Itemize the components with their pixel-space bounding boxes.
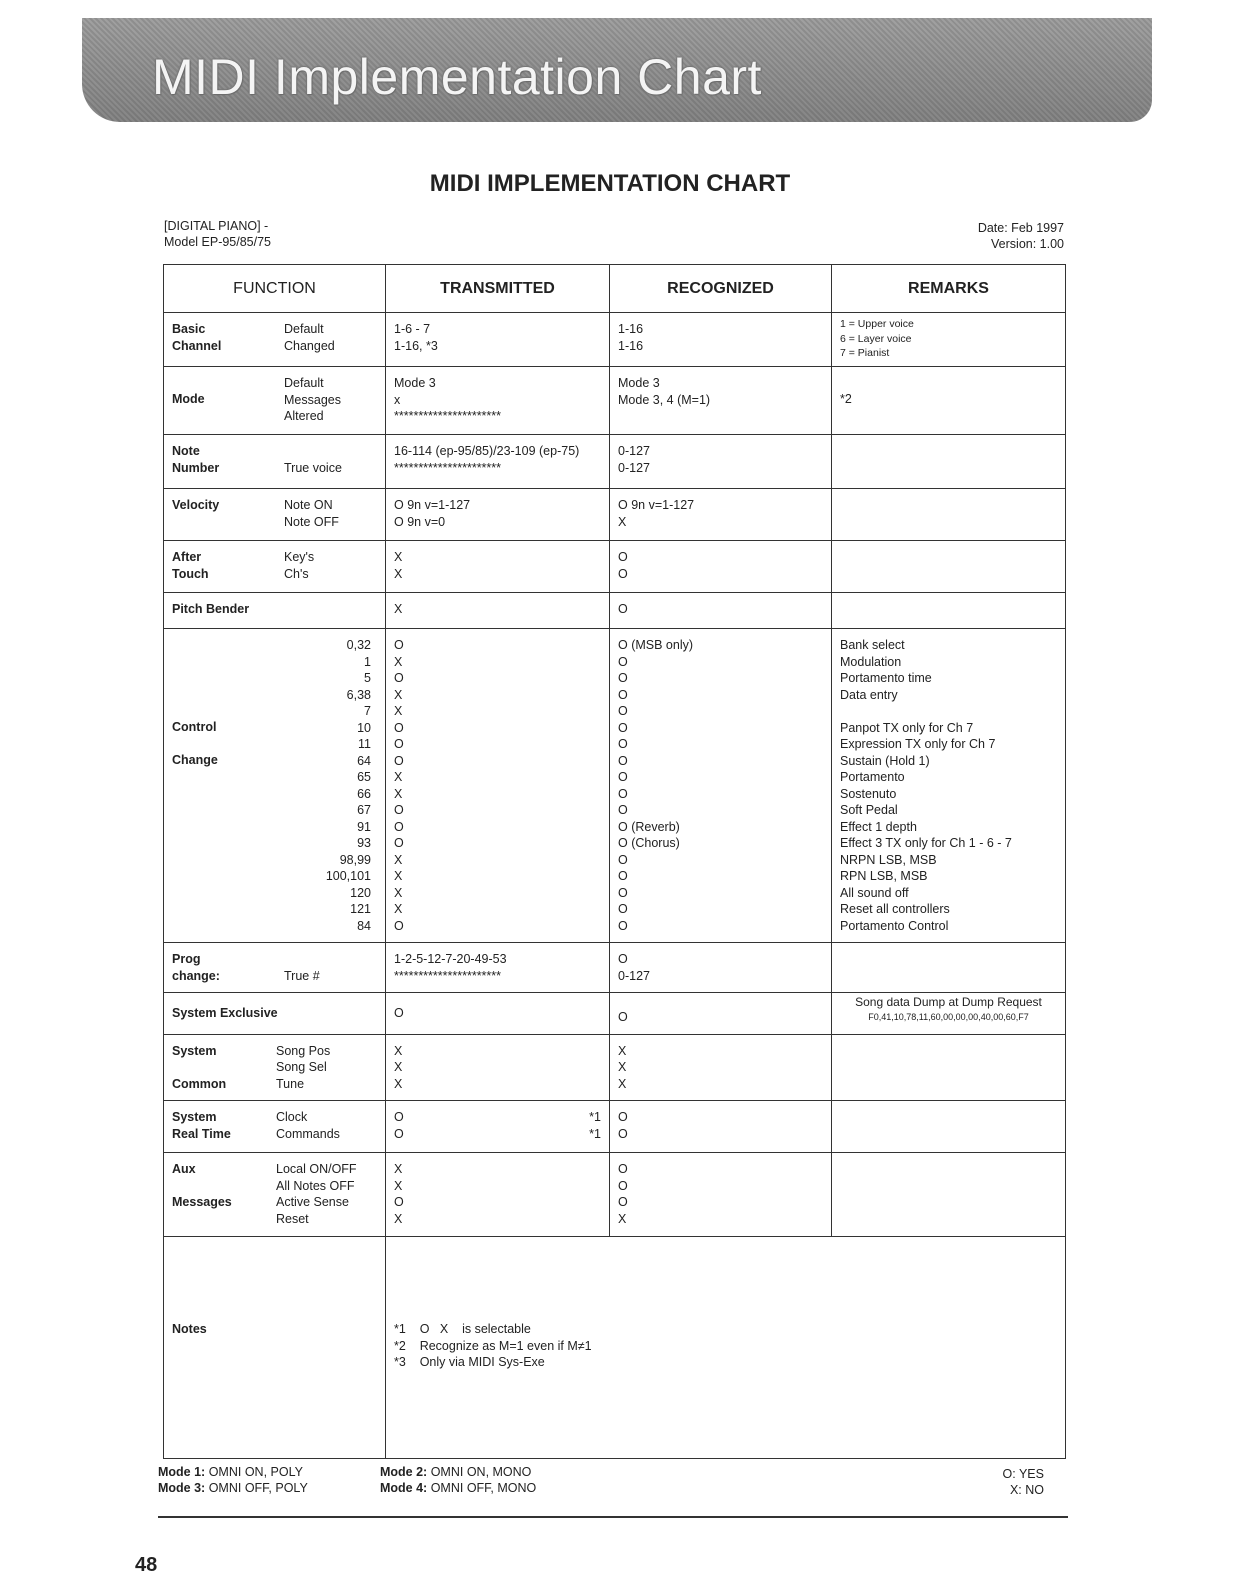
label-prog: Prog	[172, 952, 201, 966]
mode-rx-messages: Mode 3, 4 (M=1)	[618, 392, 711, 407]
header-recognized: RECOGNIZED	[610, 265, 832, 313]
control-remark	[840, 703, 1057, 720]
control-tx: X	[394, 786, 403, 801]
syscommon-rx-songpos: X	[618, 1043, 627, 1058]
mode2-label: Mode 2:	[380, 1465, 428, 1479]
aux-rx-reset: X	[618, 1211, 627, 1226]
control-number: 10	[357, 720, 371, 735]
row-aux-messages	[164, 1153, 1066, 1237]
aux-tx-all-notes: X	[394, 1178, 403, 1193]
control-number: 66	[357, 786, 371, 801]
label-channel: Channel	[172, 338, 222, 353]
row-program-change	[164, 943, 1066, 993]
control-tx-list	[386, 629, 609, 942]
mode4-text: OMNI OFF, MONO	[427, 1481, 537, 1495]
row-mode	[164, 367, 1066, 435]
control-rx: O	[618, 770, 628, 784]
realtime-tx-commands-note: *1	[589, 1126, 601, 1141]
sub-true-number: True #	[284, 968, 320, 983]
control-rx-list	[610, 629, 831, 942]
mode-rx-default: Mode 3	[618, 376, 660, 390]
control-remark: Bank select	[840, 638, 905, 652]
control-remark: Reset all controllers	[840, 902, 950, 916]
control-number: 120	[350, 885, 371, 900]
control-number: 5	[364, 671, 371, 685]
label-after: After	[172, 550, 202, 564]
control-remark: Sostenuto	[840, 786, 897, 801]
control-remark: Data entry	[840, 687, 898, 702]
aux-rx-active-sense: O	[618, 1195, 628, 1209]
sysex-dump-bytes: F0,41,10,78,11,60,00,00,00,40,00,60,F7	[868, 1012, 1029, 1022]
title-banner	[82, 18, 1152, 122]
model-name: Model EP-95/85/75	[164, 235, 272, 249]
control-rx: O	[618, 720, 628, 735]
document-title: MIDI IMPLEMENTATION CHART	[429, 170, 791, 197]
sub-note-on: Note ON	[284, 498, 333, 512]
footer-rule	[158, 1516, 1068, 1518]
control-tx: X	[394, 869, 403, 883]
control-rx: O	[618, 852, 628, 867]
control-rx: O	[618, 704, 628, 718]
aftertouch-rx-keys: O	[618, 550, 628, 564]
aftertouch-tx-chs: X	[394, 566, 403, 581]
label-change: change:	[172, 968, 220, 983]
prog-tx-true: **********************	[394, 968, 502, 983]
control-tx: O	[394, 753, 404, 768]
label-common: Common	[172, 1076, 227, 1091]
syscommon-tx-songsel: X	[394, 1060, 403, 1074]
label-touch: Touch	[172, 566, 209, 581]
control-remark: Portamento time	[840, 671, 932, 685]
control-remark: Panpot TX only for Ch 7	[840, 720, 974, 735]
sub-all-notes-off: All Notes OFF	[276, 1178, 355, 1193]
sysex-rx: O	[618, 1010, 628, 1024]
realtime-tx-commands: O	[394, 1126, 404, 1141]
aux-tx-local: X	[394, 1162, 403, 1176]
velocity-rx-on: O 9n v=1-127	[618, 498, 695, 512]
mode-legend-left	[158, 1464, 308, 1496]
sysex-remark: Song data Dump at Dump Request	[855, 995, 1042, 1009]
label-aux: Aux	[172, 1162, 196, 1176]
mode2-text: OMNI ON, MONO	[427, 1465, 532, 1479]
sub-keys: Key's	[284, 550, 315, 564]
basic-rx-default: 1-16	[618, 322, 644, 336]
aux-tx-active-sense: O	[394, 1195, 404, 1209]
label-system-exclusive: System Exclusive	[172, 1006, 278, 1020]
aux-rx-all-notes: O	[618, 1178, 628, 1193]
sub-changed: Changed	[284, 338, 335, 353]
row-note-number	[164, 435, 1066, 489]
control-number: 0,32	[346, 638, 371, 652]
control-remark: Soft Pedal	[840, 803, 898, 817]
header-transmitted: TRANSMITTED	[386, 265, 610, 313]
label-note: Note	[172, 444, 200, 458]
row-notes	[164, 1237, 1066, 1459]
sub-song-sel: Song Sel	[276, 1060, 327, 1074]
label-number: Number	[172, 460, 220, 475]
control-tx: O	[394, 638, 404, 652]
control-number: 93	[357, 836, 371, 850]
control-rx: O	[618, 753, 628, 768]
control-tx: O	[394, 737, 404, 751]
sub-tune: Tune	[276, 1076, 305, 1091]
control-number: 91	[357, 819, 371, 834]
control-rx: O (Chorus)	[618, 836, 680, 850]
control-rx: O	[618, 654, 628, 669]
row-velocity	[164, 489, 1066, 541]
label-mode: Mode	[172, 392, 205, 406]
basic-tx-default: 1-6 - 7	[394, 322, 431, 336]
sub-local: Local ON/OFF	[276, 1162, 357, 1176]
syscommon-rx-songsel: X	[618, 1060, 627, 1074]
sub-default: Default	[284, 322, 324, 336]
control-rx: O (MSB only)	[618, 638, 694, 652]
control-tx: X	[394, 770, 403, 784]
syscommon-tx-songpos: X	[394, 1043, 403, 1058]
control-rx: O	[618, 671, 628, 685]
mode-tx-altered: **********************	[394, 409, 502, 423]
mode-remark: *2	[840, 392, 852, 406]
realtime-tx-clock-note: *1	[589, 1110, 601, 1124]
control-tx: O	[394, 803, 404, 817]
label-pitch-bender: Pitch Bender	[172, 602, 250, 616]
label-velocity: Velocity	[172, 498, 220, 512]
control-tx: X	[394, 704, 403, 718]
label-control: Control	[172, 720, 217, 734]
control-number: 64	[357, 753, 371, 768]
control-tx: X	[394, 654, 403, 669]
sub-chs: Ch's	[284, 566, 309, 581]
control-tx: O	[394, 918, 404, 933]
control-remark: Effect 1 depth	[840, 819, 917, 834]
control-remark: Portamento	[840, 770, 905, 784]
row-pitch-bender	[164, 593, 1066, 629]
note-3: *3 Only via MIDI Sys-Exe	[394, 1355, 545, 1369]
velocity-rx-off: X	[618, 514, 627, 529]
note-rx-range: 0-127	[618, 444, 650, 458]
label-basic: Basic	[172, 322, 206, 336]
basic-rx-changed: 1-16	[618, 338, 644, 353]
row-control-change	[164, 629, 1066, 943]
version-text: Version: 1.00	[991, 237, 1064, 251]
control-tx: X	[394, 902, 403, 916]
control-rx: O	[618, 869, 628, 883]
mode1-text: OMNI ON, POLY	[205, 1465, 303, 1479]
note-tx-true-voice: **********************	[394, 460, 502, 475]
note-tx-range: 16-114 (ep-95/85)/23-109 (ep-75)	[394, 444, 580, 458]
aux-tx-reset: X	[394, 1211, 403, 1226]
sub-altered: Altered	[284, 409, 324, 423]
prog-rx-true: 0-127	[618, 968, 650, 983]
sub-note-off: Note OFF	[284, 514, 339, 529]
control-number: 11	[358, 737, 371, 751]
yes-no-legend	[1003, 1466, 1044, 1498]
aftertouch-rx-chs: O	[618, 566, 628, 581]
control-rx: O (Reverb)	[618, 819, 680, 834]
control-rx: O	[618, 918, 628, 933]
control-remark: Portamento Control	[840, 918, 949, 933]
banner-title: MIDI Implementation Chart	[152, 49, 762, 105]
product-info	[164, 218, 271, 250]
mode-legend-right	[380, 1464, 536, 1496]
row-system-real-time	[164, 1101, 1066, 1153]
control-number: 67	[357, 803, 371, 817]
velocity-tx-on: O 9n v=1-127	[394, 498, 471, 512]
label-change: Change	[172, 752, 218, 767]
control-rx: O	[618, 786, 628, 801]
control-number: 98,99	[339, 852, 371, 867]
sub-active-sense: Active Sense	[276, 1195, 349, 1209]
mode-tx-default: Mode 3	[394, 376, 436, 390]
prog-tx-list: 1-2-5-12-7-20-49-53	[394, 952, 507, 966]
label-notes: Notes	[172, 1322, 207, 1336]
mode1-label: Mode 1:	[158, 1465, 206, 1479]
mode4-label: Mode 4:	[380, 1481, 428, 1495]
control-remark: RPN LSB, MSB	[840, 869, 928, 883]
row-basic-channel	[164, 313, 1066, 367]
control-tx: O	[394, 671, 404, 685]
control-rx: O	[618, 902, 628, 916]
control-number: 121	[350, 902, 371, 916]
mode-tx-messages: x	[394, 392, 401, 407]
control-remark: Expression TX only for Ch 7	[840, 737, 996, 751]
sub-commands: Commands	[276, 1126, 340, 1141]
label-messages: Messages	[172, 1195, 232, 1209]
pitchbend-rx: O	[618, 602, 628, 616]
remark-pianist: 7 = Pianist	[840, 347, 890, 359]
legend-yes: O: YES	[1002, 1467, 1044, 1481]
aux-rx-local: O	[618, 1162, 628, 1176]
header-function: FUNCTION	[164, 265, 386, 313]
mode3-label: Mode 3:	[158, 1481, 206, 1495]
label-system: System	[172, 1043, 217, 1058]
control-remarks-list	[832, 629, 1065, 942]
control-number: 65	[357, 770, 371, 784]
control-remark: All sound off	[840, 885, 909, 900]
note-1: *1 O X is selectable	[394, 1322, 531, 1336]
header-remarks: REMARKS	[832, 265, 1066, 313]
product-name: [DIGITAL PIANO] -	[164, 219, 269, 233]
control-number: 100,101	[325, 869, 371, 883]
sub-default: Default	[284, 376, 324, 390]
mode3-text: OMNI OFF, POLY	[205, 1481, 308, 1495]
date-text: Date: Feb 1997	[977, 221, 1064, 235]
label-system: System	[172, 1110, 217, 1124]
control-number: 6,38	[346, 687, 371, 702]
page-number: 48	[135, 1554, 158, 1576]
legend-no: X: NO	[1009, 1483, 1044, 1497]
control-rx: O	[618, 885, 628, 900]
note-2: *2 Recognize as M=1 even if M≠1	[394, 1338, 592, 1353]
label-real-time: Real Time	[172, 1126, 231, 1141]
control-remark: Modulation	[840, 654, 902, 669]
control-number: 1	[364, 654, 371, 669]
realtime-tx-clock: O	[394, 1110, 404, 1124]
aftertouch-tx-keys: X	[394, 550, 403, 564]
control-remark: NRPN LSB, MSB	[840, 852, 937, 867]
row-after-touch	[164, 541, 1066, 593]
sub-true-voice: True voice	[284, 460, 342, 475]
realtime-rx-commands: O	[618, 1126, 628, 1141]
control-tx: O	[394, 819, 404, 834]
control-number: 84	[357, 918, 371, 933]
pitchbend-tx: X	[394, 602, 403, 616]
control-number: 7	[364, 704, 371, 718]
basic-tx-changed: 1-16, *3	[394, 338, 438, 353]
sub-clock: Clock	[276, 1110, 308, 1124]
sub-song-pos: Song Pos	[276, 1043, 331, 1058]
control-numbers	[284, 637, 371, 934]
header-row	[164, 265, 1066, 313]
sub-reset: Reset	[276, 1211, 309, 1226]
control-tx: X	[394, 687, 403, 702]
remark-upper-voice: 1 = Upper voice	[840, 318, 914, 330]
sysex-tx: O	[394, 1006, 404, 1020]
sub-messages: Messages	[284, 392, 341, 407]
syscommon-rx-tune: X	[618, 1076, 627, 1091]
realtime-rx-clock: O	[618, 1110, 628, 1124]
syscommon-tx-tune: X	[394, 1076, 403, 1091]
control-remark: Effect 3 TX only for Ch 1 - 6 - 7	[840, 836, 1012, 850]
prog-rx: O	[618, 952, 628, 966]
control-tx: X	[394, 885, 403, 900]
control-tx: O	[394, 836, 404, 850]
control-remark: Sustain (Hold 1)	[840, 753, 930, 768]
control-tx: X	[394, 852, 403, 867]
control-tx: O	[394, 720, 404, 735]
row-system-exclusive	[164, 993, 1066, 1035]
version-info	[978, 220, 1064, 252]
note-rx-true-voice: 0-127	[618, 460, 650, 475]
midi-chart-table	[163, 264, 1066, 1459]
velocity-tx-off: O 9n v=0	[394, 514, 446, 529]
remark-layer-voice: 6 = Layer voice	[840, 332, 912, 345]
control-rx: O	[618, 737, 628, 751]
control-rx: O	[618, 687, 628, 702]
row-system-common	[164, 1034, 1066, 1101]
control-rx: O	[618, 803, 628, 817]
